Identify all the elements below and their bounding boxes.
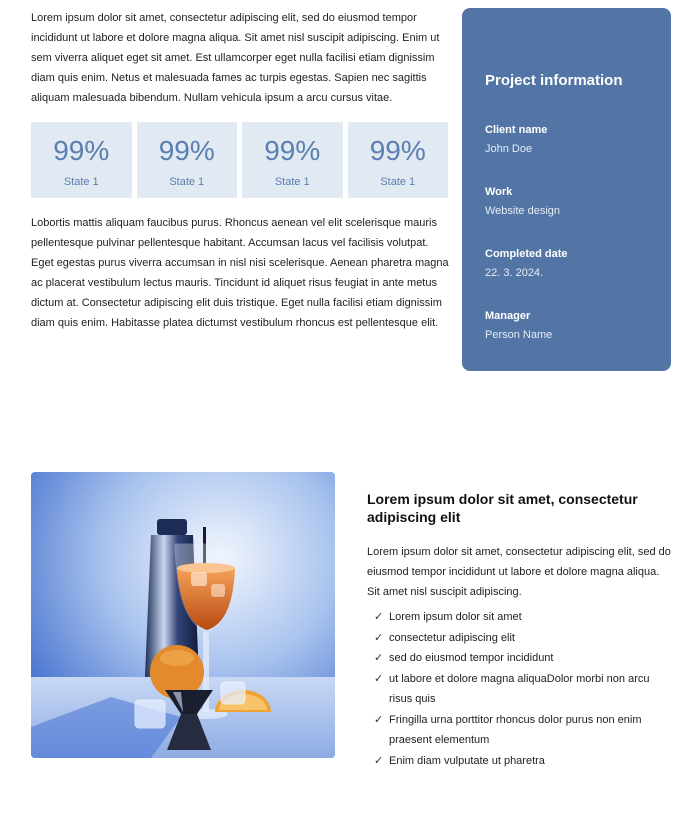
cocktail-photo [31, 472, 335, 758]
stat-box [31, 122, 132, 198]
list-item-text: Lorem ipsum dolor sit amet [389, 611, 522, 623]
completed-date-value: 22. 3. 2024. [485, 267, 544, 279]
list-item [374, 669, 674, 710]
stat-label: State 1 [63, 176, 99, 188]
stat-label: State 1 [169, 176, 205, 188]
stat-value: 99% [53, 135, 110, 166]
feature-paragraph: Lorem ipsum dolor sit amet, consectetur adipiscing elit, sed do eiusmod tempor incididunt ut labore et dolore magna aliqua. Sit amet nisl suscipit adipiscing. [367, 546, 671, 598]
list-item [374, 648, 674, 669]
check-icon: ✓ [374, 754, 384, 767]
card-title: Project information [485, 72, 623, 89]
list-item [374, 710, 674, 751]
stat-value: 99% [158, 135, 215, 166]
completed-date-label: Completed date [485, 248, 568, 260]
list-item [374, 628, 674, 649]
check-icon: ✓ [374, 672, 384, 685]
list-item-text: ut labore et dolore magna aliquaDolor morbi non arcu risus quis [389, 672, 650, 705]
list-item-text: Fringilla urna porttitor rhoncus dolor purus non enim praesent elementum [389, 713, 642, 746]
manager-label: Manager [485, 310, 531, 322]
list-item [374, 751, 674, 772]
feature-checklist [374, 607, 674, 771]
stat-label: State 1 [380, 176, 416, 188]
stat-value: 99% [264, 135, 321, 166]
stat-label: State 1 [274, 176, 310, 188]
check-icon: ✓ [374, 713, 384, 726]
list-item-text: consectetur adipiscing elit [389, 631, 515, 644]
list-item [374, 607, 674, 628]
check-icon: ✓ [374, 611, 384, 623]
client-name-value: John Doe [485, 143, 533, 155]
work-value: Website design [485, 205, 561, 217]
body-paragraph: Lobortis mattis aliquam faucibus purus. Rhoncus aenean vel elit scelerisque mauris pellentesque pulvinar pellentesque habitant. Accumsan lacus vel facilisis volutpat. Eget egestas purus viverra accumsan in nisl nisi scelerisque. Aenean pharetra magna ac placerat vestibulum lectus mauris. Tincidunt id aliquet risus feugiat in ante metus dictum at. Consectetur adipiscing elit duis tristique. Eget nulla facilisi etiam dignissim diam quis enim. Habitasse platea dictumst vestibulum rhoncus est pellentesque elit. [31, 217, 449, 329]
stat-box [348, 122, 449, 198]
stat-value: 99% [369, 135, 426, 166]
manager-value: Person Name [485, 329, 553, 341]
project-info-card [462, 8, 671, 371]
intro-paragraph: Lorem ipsum dolor sit amet, consectetur adipiscing elit, sed do eiusmod tempor incididunt ut labore et dolore magna aliqua. Sit amet nisl suscipit adipiscing. Enim ut sem viverra aliquet eget sit amet. Est ullamcorper eget nulla facilisi etiam dignissim diam quis enim. Netus et malesuada fames ac turpis egestas. Sapien nec sagittis aliquam malesuada bibendum. Nullam vehicula ipsum a arcu cursus vitae. [31, 12, 440, 104]
stat-box [137, 122, 238, 198]
client-name-label: Client name [485, 124, 548, 136]
check-icon: ✓ [374, 631, 384, 644]
check-icon: ✓ [374, 652, 384, 664]
list-item-text: sed do eiusmod tempor incididunt [389, 652, 554, 664]
feature-title: Lorem ipsum dolor sit amet, consectetur adipiscing elit [367, 491, 638, 525]
work-label: Work [485, 186, 513, 198]
list-item-text: Enim diam vulputate ut pharetra [389, 754, 545, 767]
stat-box [242, 122, 343, 198]
stats-row [31, 122, 448, 198]
